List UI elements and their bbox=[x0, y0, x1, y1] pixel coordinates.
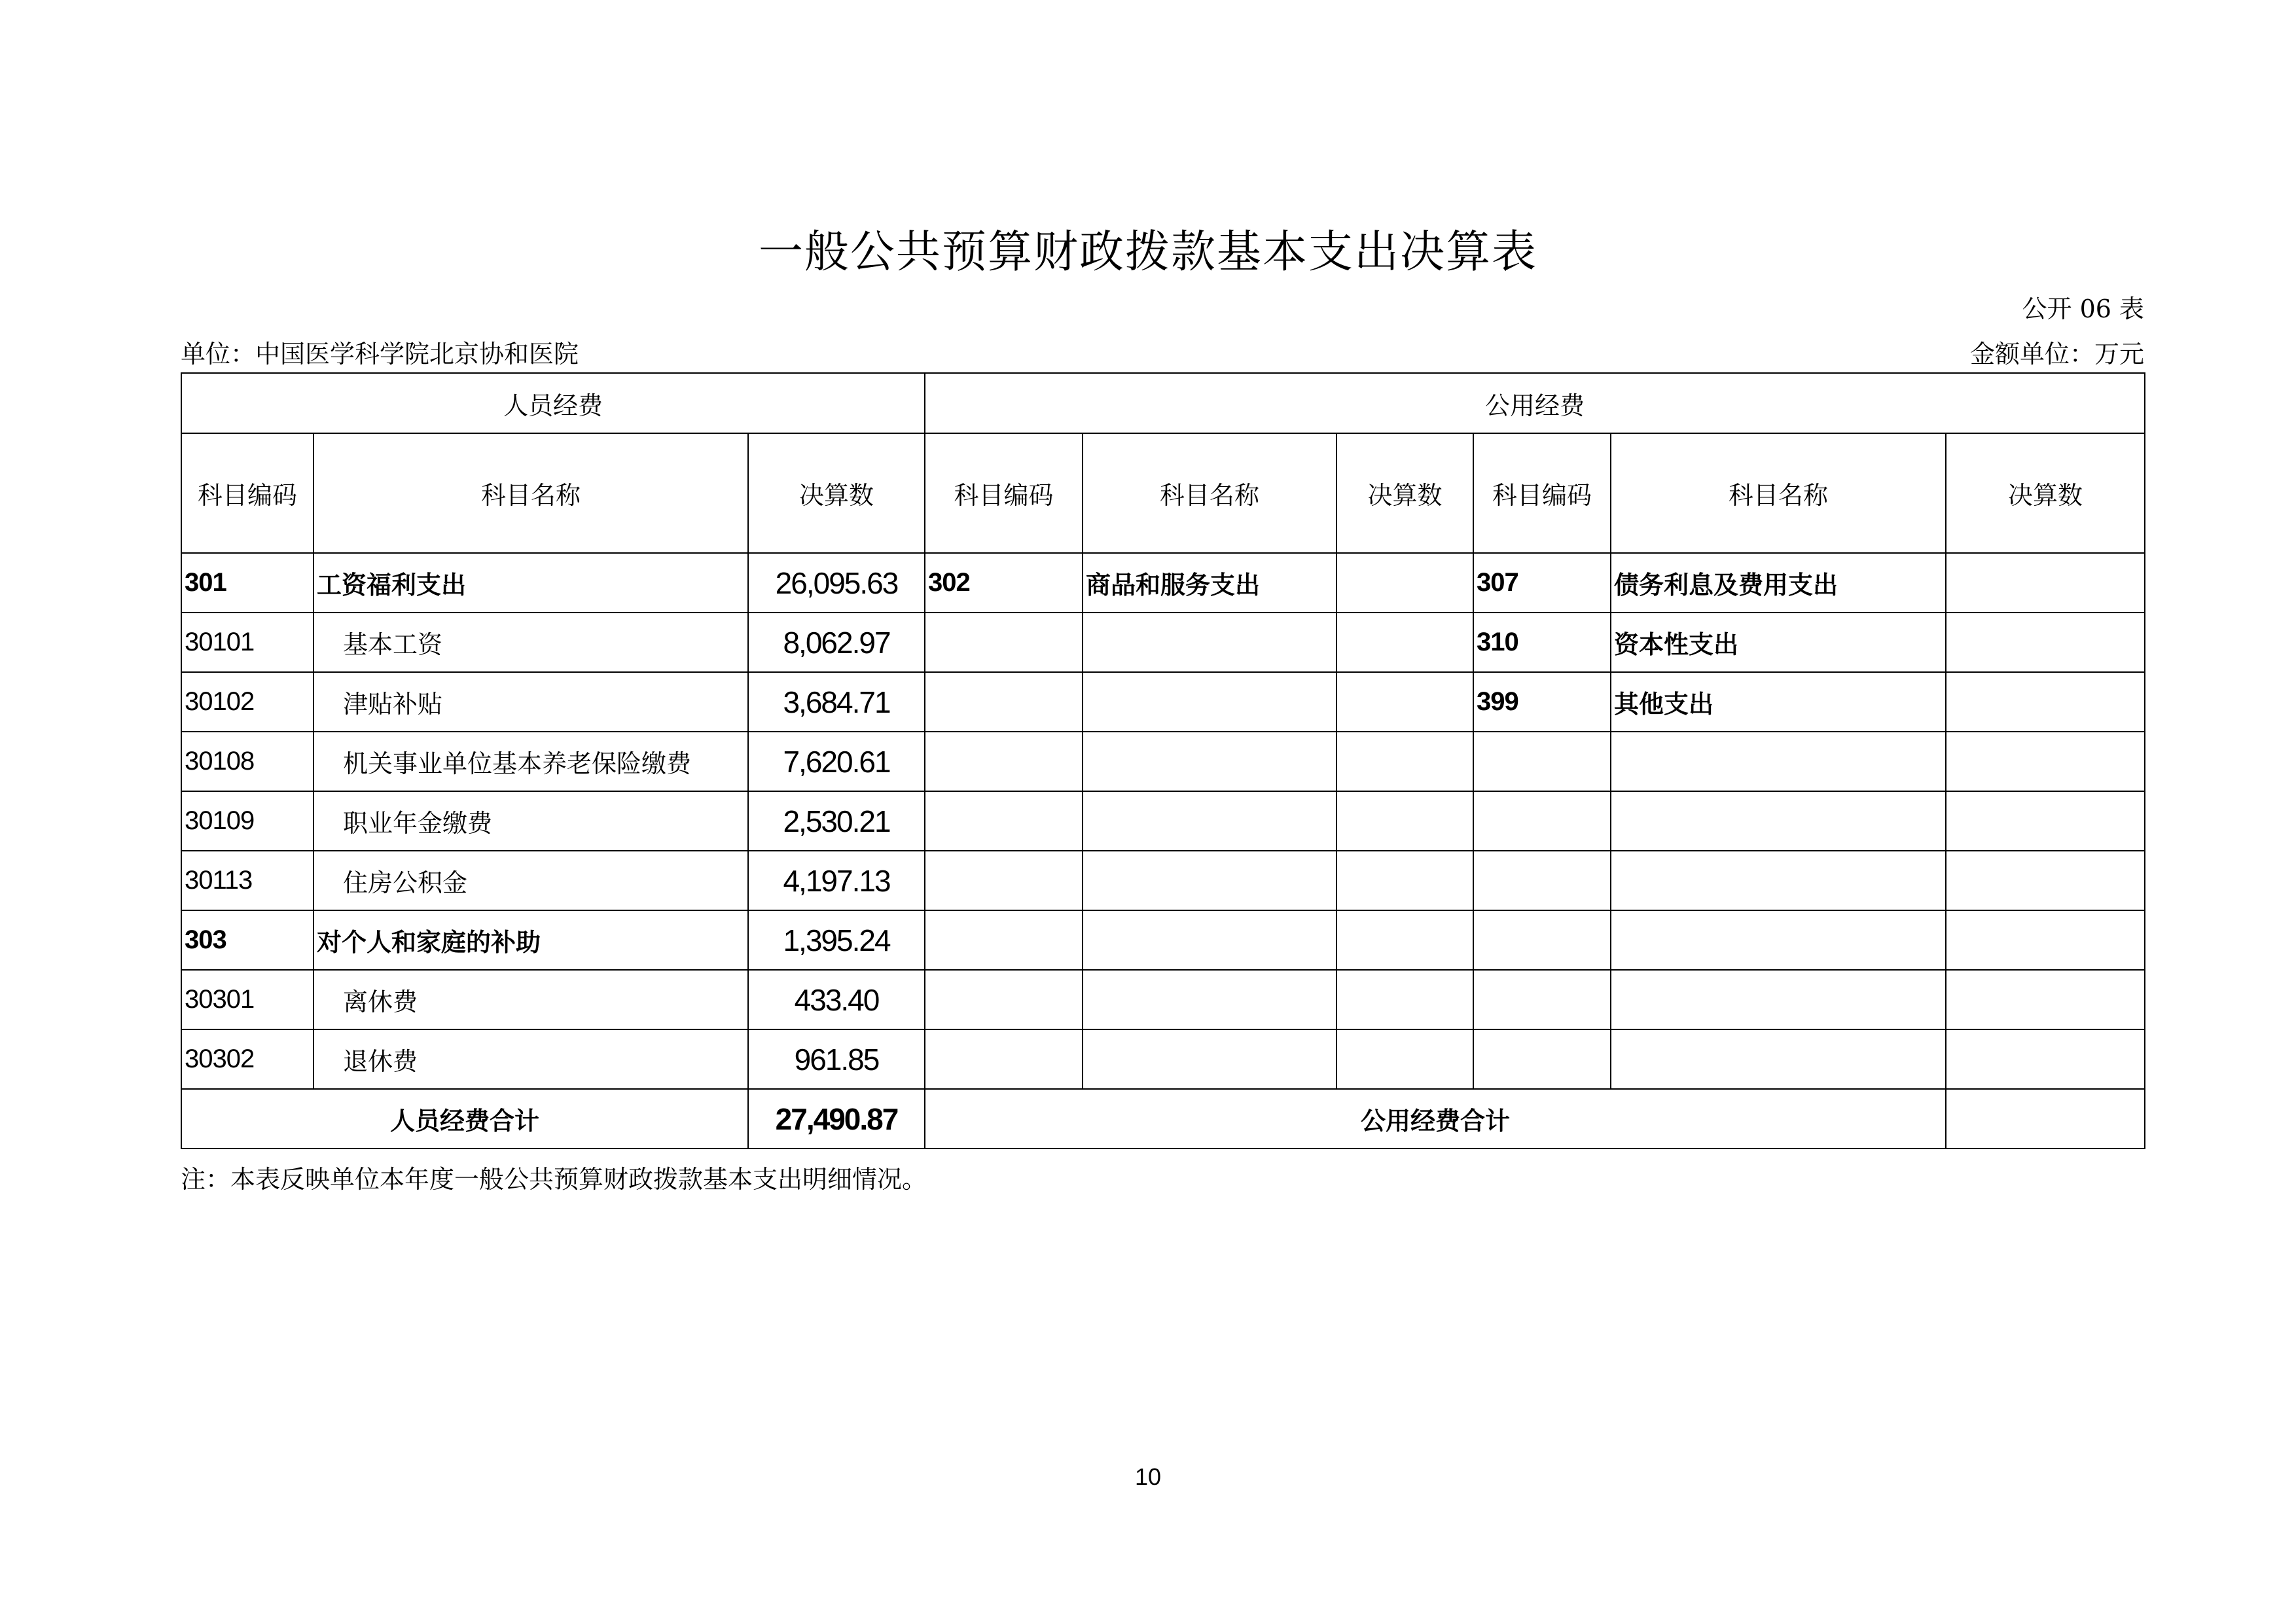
personnel-amount: 3,684.71 bbox=[748, 672, 925, 732]
personnel-amount: 7,620.61 bbox=[748, 732, 925, 791]
public-name: 商品和服务支出 bbox=[1083, 553, 1336, 613]
table-row bbox=[181, 970, 2145, 1029]
col-header-amount: 决算数 bbox=[1336, 433, 1473, 553]
empty-cell bbox=[1336, 791, 1473, 851]
public-code: 310 bbox=[1473, 613, 1611, 672]
empty-cell bbox=[1336, 910, 1473, 970]
public-name: 其他支出 bbox=[1611, 672, 1946, 732]
empty-cell bbox=[1611, 970, 1946, 1029]
empty-cell bbox=[1083, 672, 1336, 732]
table-row bbox=[181, 851, 2145, 910]
personnel-amount: 4,197.13 bbox=[748, 851, 925, 910]
table-row bbox=[181, 613, 2145, 672]
personnel-name: 离休费 bbox=[314, 970, 748, 1029]
personnel-total-value: 27,490.87 bbox=[748, 1089, 925, 1149]
public-amount bbox=[1946, 672, 2145, 732]
col-header-name: 科目名称 bbox=[1083, 433, 1336, 553]
personnel-code: 30102 bbox=[181, 672, 314, 732]
personnel-name: 职业年金缴费 bbox=[314, 791, 748, 851]
col-header-amount: 决算数 bbox=[748, 433, 925, 553]
public-name: 资本性支出 bbox=[1611, 613, 1946, 672]
empty-cell bbox=[925, 851, 1083, 910]
table-row bbox=[181, 910, 2145, 970]
empty-cell bbox=[1083, 1029, 1336, 1089]
personnel-amount: 1,395.24 bbox=[748, 910, 925, 970]
personnel-name: 机关事业单位基本养老保险缴费 bbox=[314, 732, 748, 791]
page-title: 一般公共预算财政拨款基本支出决算表 bbox=[758, 226, 1537, 278]
totals-row bbox=[181, 1089, 2145, 1149]
col-header-code: 科目编码 bbox=[925, 433, 1083, 553]
empty-cell bbox=[1946, 732, 2145, 791]
personnel-total-label: 人员经费合计 bbox=[181, 1089, 748, 1149]
personnel-amount: 8,062.97 bbox=[748, 613, 925, 672]
empty-cell bbox=[1336, 672, 1473, 732]
public-name: 债务利息及费用支出 bbox=[1611, 553, 1946, 613]
page-number: 10 bbox=[1134, 1463, 1162, 1490]
empty-cell bbox=[1611, 1029, 1946, 1089]
empty-cell bbox=[1946, 910, 2145, 970]
empty-cell bbox=[1611, 910, 1946, 970]
empty-cell bbox=[925, 910, 1083, 970]
empty-cell bbox=[1611, 732, 1946, 791]
personnel-code: 30113 bbox=[181, 851, 314, 910]
personnel-code: 30301 bbox=[181, 970, 314, 1029]
empty-cell bbox=[925, 791, 1083, 851]
col-header-name: 科目名称 bbox=[314, 433, 748, 553]
public-total-value bbox=[1946, 1089, 2145, 1149]
empty-cell bbox=[1473, 732, 1611, 791]
empty-cell bbox=[925, 672, 1083, 732]
empty-cell bbox=[1336, 970, 1473, 1029]
empty-cell bbox=[1946, 851, 2145, 910]
empty-cell bbox=[1336, 851, 1473, 910]
table-row bbox=[181, 553, 2145, 613]
public-amount bbox=[1336, 553, 1473, 613]
empty-cell bbox=[1473, 851, 1611, 910]
public-amount bbox=[1946, 613, 2145, 672]
empty-cell bbox=[925, 613, 1083, 672]
empty-cell bbox=[1336, 1029, 1473, 1089]
empty-cell bbox=[1083, 732, 1336, 791]
empty-cell bbox=[1083, 970, 1336, 1029]
column-header-row bbox=[181, 433, 2145, 553]
empty-cell bbox=[1473, 910, 1611, 970]
col-header-name: 科目名称 bbox=[1611, 433, 1946, 553]
table-row bbox=[181, 672, 2145, 732]
empty-cell bbox=[1946, 1029, 2145, 1089]
empty-cell bbox=[1946, 970, 2145, 1029]
personnel-amount: 961.85 bbox=[748, 1029, 925, 1089]
public-amount bbox=[1946, 553, 2145, 613]
empty-cell bbox=[1083, 910, 1336, 970]
col-header-code: 科目编码 bbox=[1473, 433, 1611, 553]
table-row bbox=[181, 732, 2145, 791]
personnel-code: 30108 bbox=[181, 732, 314, 791]
personnel-code: 30109 bbox=[181, 791, 314, 851]
group-public-header: 公用经费 bbox=[925, 373, 2145, 433]
public-code: 399 bbox=[1473, 672, 1611, 732]
empty-cell bbox=[1611, 851, 1946, 910]
personnel-code: 30101 bbox=[181, 613, 314, 672]
amount-unit: 金额单位：万元 bbox=[1969, 340, 2144, 368]
empty-cell bbox=[1336, 613, 1473, 672]
empty-cell bbox=[1946, 791, 2145, 851]
group-header-row bbox=[181, 373, 2145, 433]
col-header-code: 科目编码 bbox=[181, 433, 314, 553]
personnel-name: 对个人和家庭的补助 bbox=[314, 910, 748, 970]
expenditure-table bbox=[181, 372, 2145, 1149]
table-row bbox=[181, 791, 2145, 851]
personnel-name: 基本工资 bbox=[314, 613, 748, 672]
personnel-amount: 2,530.21 bbox=[748, 791, 925, 851]
personnel-code: 30302 bbox=[181, 1029, 314, 1089]
col-header-amount: 决算数 bbox=[1946, 433, 2145, 553]
personnel-code: 303 bbox=[181, 910, 314, 970]
empty-cell bbox=[925, 732, 1083, 791]
personnel-amount: 433.40 bbox=[748, 970, 925, 1029]
empty-cell bbox=[1083, 851, 1336, 910]
personnel-name: 住房公积金 bbox=[314, 851, 748, 910]
public-total-label: 公用经费合计 bbox=[925, 1089, 1946, 1149]
empty-cell bbox=[1083, 613, 1336, 672]
empty-cell bbox=[925, 970, 1083, 1029]
personnel-code: 301 bbox=[181, 553, 314, 613]
group-personnel-header: 人员经费 bbox=[181, 373, 925, 433]
empty-cell bbox=[1473, 970, 1611, 1029]
personnel-name: 工资福利支出 bbox=[314, 553, 748, 613]
empty-cell bbox=[1473, 791, 1611, 851]
empty-cell bbox=[1083, 791, 1336, 851]
public-code: 307 bbox=[1473, 553, 1611, 613]
personnel-name: 退休费 bbox=[314, 1029, 748, 1089]
form-number: 公开 06 表 bbox=[2022, 294, 2144, 323]
table-row bbox=[181, 1029, 2145, 1089]
empty-cell bbox=[1611, 791, 1946, 851]
public-code: 302 bbox=[925, 553, 1083, 613]
empty-cell bbox=[925, 1029, 1083, 1089]
table-note: 注：本表反映单位本年度一般公共预算财政拨款基本支出明细情况。 bbox=[181, 1165, 927, 1194]
empty-cell bbox=[1473, 1029, 1611, 1089]
personnel-amount: 26,095.63 bbox=[748, 553, 925, 613]
reporting-unit: 单位：中国医学科学院北京协和医院 bbox=[181, 340, 579, 368]
personnel-name: 津贴补贴 bbox=[314, 672, 748, 732]
empty-cell bbox=[1336, 732, 1473, 791]
